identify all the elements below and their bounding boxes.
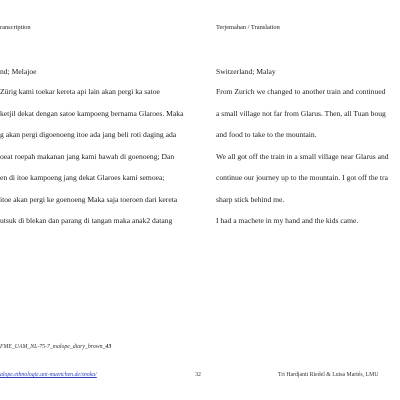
translation-line: I had a machete in my hand and the kids came. [216, 216, 359, 225]
translation-line: a small village not far from Glarus. Then, all Tuan boug [216, 108, 386, 118]
authors-credit: Tri Hardjanti Riedel & Luisa Martés, LMU [278, 372, 379, 378]
left-page-header: ranscription [0, 24, 31, 31]
document-id [0, 343, 170, 351]
transcription-column [0, 62, 186, 232]
translation-line: From Zurich we changed to another train and continued [216, 87, 386, 96]
transcription-heading: nd; Melajoe [0, 67, 37, 76]
transcription-line: oeat roepah makanan jang kami bawah di goenoeng; Dan [0, 151, 175, 161]
translation-column [216, 62, 400, 232]
transcription-line: ketjil dekat dengan satoe kampoeng bernama Glaroes. Maka [0, 108, 184, 118]
transcription-line: utsuk di blekan dan parang di tangan maka anak2 datang [0, 216, 173, 225]
document-id-number: 43 [105, 344, 112, 350]
transcription-line: en di itoe kampoeng jang dekat Glaroes kami semoea; [0, 173, 165, 182]
translation-line: continue our journey up to the mountain. I got off the tra [216, 173, 388, 182]
translation-line: and food to take to the mountain. [216, 130, 317, 139]
archive-link[interactable]: alope.ethnologie.uni-muenchen.de/snoka/ [0, 372, 97, 378]
translation-heading: Switzerland; Malay [216, 67, 276, 76]
transcription-line: g akan pergi digoenoeng itoe ada jang beli roti daging ada [0, 130, 177, 139]
transcription-line: itoe akan pergi ke goenoeng Maka saja toeroen dari kereta [0, 194, 178, 204]
page-number: 32 [195, 372, 201, 378]
document-id-text: FME_UAM_NL-75-7_malope_diary_brown_ [0, 344, 106, 350]
translation-line: sharp stick behind me. [216, 194, 285, 204]
transcription-line: Zürig kami toekar kereta api lain akan pergi ka satoe [0, 87, 160, 96]
right-page-header: Terjemahan / Translation [216, 24, 280, 31]
translation-line: We all got off the train in a small village near Glarus and [216, 151, 389, 161]
